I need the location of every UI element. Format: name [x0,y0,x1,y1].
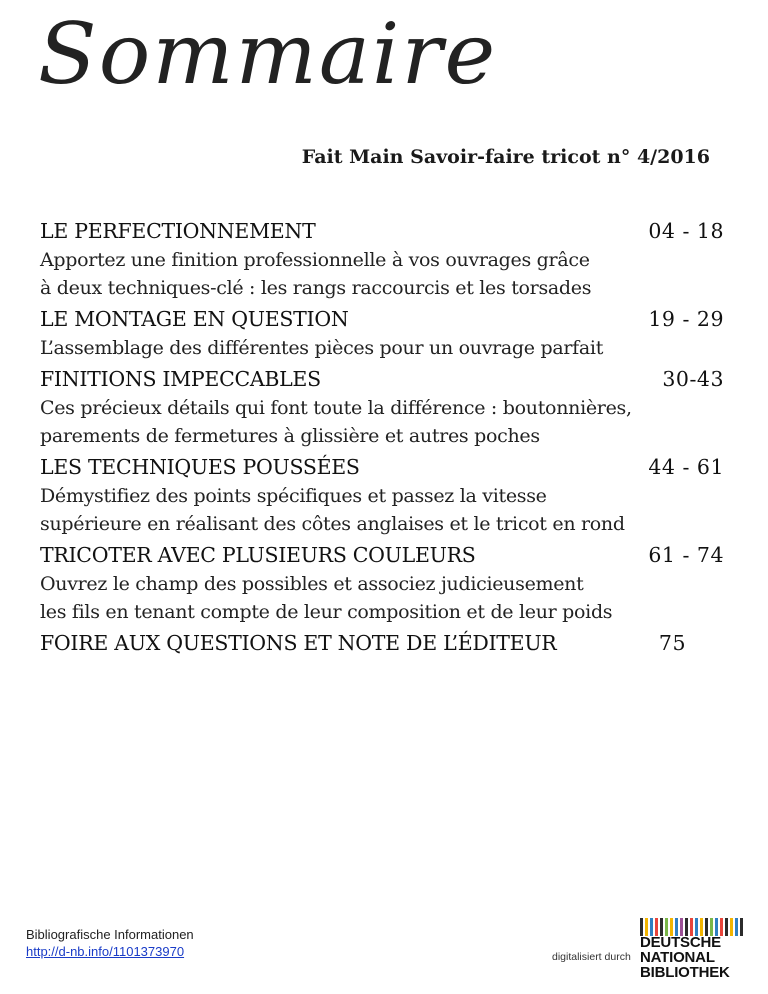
dnb-logo-text [640,935,730,980]
biblio-link[interactable]: http://d-nb.info/1101373970 [26,944,185,959]
toc-entry-pages: 44 - 61 [648,455,724,479]
toc-entry-title: TRICOTER AVEC PLUSIEURS COULEURS [40,543,476,567]
dnb-logo-line: BIBLIOTHEK [640,964,730,981]
dnb-logo [640,918,746,982]
bibliographic-info [26,926,194,960]
toc-entry-description: Ces précieux détails qui font toute la différence : boutonnières, parements de fermetures à glissière et autres poches [40,397,632,447]
toc-entry[interactable] [40,304,724,362]
toc-entry-pages: 61 - 74 [648,543,724,567]
toc-entry-title: FINITIONS IMPECCABLES [40,367,321,391]
toc-entry-title: FOIRE AUX QUESTIONS ET NOTE DE L’ÉDITEUR [40,631,557,655]
toc-entry-pages: 75 [658,631,686,655]
dnb-logo-line: NATIONAL [640,949,715,966]
toc-entry-title: LES TECHNIQUES POUSSÉES [40,455,360,479]
toc-entry[interactable] [40,628,724,658]
toc-entry-description: Démystifiez des points spécifiques et passez la vitesse supérieure en réalisant des côtes anglaises et le tricot en rond [40,485,625,535]
biblio-label: Bibliografische Informationen [26,927,194,942]
toc-entry[interactable] [40,452,724,538]
toc-entry[interactable] [40,216,724,302]
dnb-logo-bar [730,918,733,936]
table-of-contents [40,216,724,658]
digitized-by-label: digitalisiert durch [552,951,631,963]
toc-entry-title: LE MONTAGE EN QUESTION [40,307,349,331]
toc-entry[interactable] [40,540,724,626]
dnb-logo-bar [735,918,738,936]
toc-entry-description: Ouvrez le champ des possibles et associez judicieusement les fils en tenant compte de leur composition et de leur poids [40,573,613,623]
toc-entry-title: LE PERFECTIONNEMENT [40,219,316,243]
dnb-logo-line: DEUTSCHE [640,934,721,951]
toc-entry-description: L’assemblage des différentes pièces pour un ouvrage parfait [40,337,604,359]
toc-entry-pages: 04 - 18 [648,219,724,243]
toc-entry-description: Apportez une finition professionnelle à vos ouvrages grâce à deux techniques-clé : les rangs raccourcis et les torsades [40,249,592,299]
page-title: Sommaire [38,5,498,103]
dnb-logo-bar [725,918,728,936]
toc-entry[interactable] [40,364,724,450]
toc-entry-pages: 30-43 [662,367,724,391]
magazine-issue-subtitle: Fait Main Savoir-faire tricot n° 4/2016 [301,146,710,168]
dnb-logo-bar [740,918,743,936]
toc-entry-pages: 19 - 29 [648,307,724,331]
